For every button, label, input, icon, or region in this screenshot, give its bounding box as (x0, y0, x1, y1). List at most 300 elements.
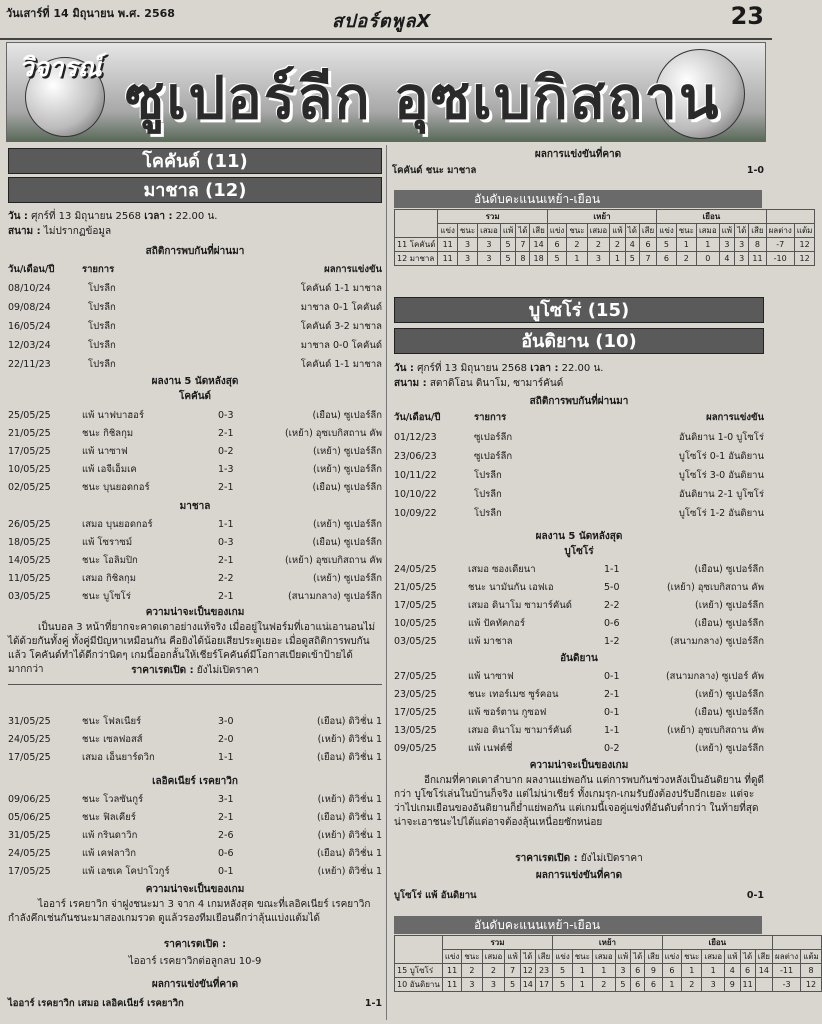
match-date: 21/05/25 (8, 428, 51, 439)
match-venue-competition: (เหย้า) อุซเบกิสถาน คัพ (666, 725, 764, 736)
match-score: 2-6 (218, 830, 234, 841)
analysis-text-3: ไออาร์ เรคยาวิก จ่าฝูงชนะมา 3 จาก 4 เกมหลังสุด ขณะที่เลอิคเนียร์ เรคยาวิกกำลังคึกเช่นกันชนะมาสองเกมรวด ดูแล้วรองทีมเยือนดีกว่าลุ้นแบ่งแต้มได้ (8, 899, 371, 924)
column-header: ชนะ (676, 224, 696, 238)
column-header: ได้ (735, 224, 749, 238)
standings-cell: 1 (567, 252, 587, 266)
match-datetime: วัน : ศุกร์ที่ 13 มิถุนายน 2568 เวลา : 22.00 น. (8, 211, 218, 222)
away-team-bar-2: อันดิยาน (10) (394, 328, 764, 354)
standings-cell: 1 (662, 978, 682, 992)
standings-cell: 7 (516, 238, 530, 252)
column-header: เสมอ (587, 224, 610, 238)
match-date: 03/05/25 (8, 591, 51, 602)
standings-cell: 3 (457, 238, 477, 252)
team-col-header (395, 936, 443, 964)
match-venue: สนาม : ไม่ปรากฏข้อมูล (8, 226, 112, 237)
match-outcome: ชนะ โฟลเนียร์ (82, 716, 142, 727)
form-row (8, 480, 382, 495)
standings-cell: 9 (645, 964, 662, 978)
form-row (8, 810, 382, 825)
match-result: อันดิยาน 1-0 บูโซโร่ (678, 432, 764, 443)
match-date: 17/05/25 (8, 752, 51, 763)
standings-cell: -10 (766, 252, 794, 266)
match-result: บูโซโร่ 0-1 อันดิยาน (678, 451, 764, 462)
match-date: 17/05/25 (8, 866, 51, 877)
match-score: 3-0 (218, 716, 234, 727)
form-row (8, 408, 382, 423)
standings-cell: 2 (567, 238, 587, 252)
standings-cell: 11 (438, 238, 458, 252)
away-form-team: มาชาล (179, 501, 211, 512)
match-date: 24/05/25 (8, 734, 51, 745)
standings-cell: 9 (725, 978, 740, 992)
match-date: 14/05/25 (8, 555, 51, 566)
match-venue-competition: (เหย้า) ซูเปอร์ลีก (313, 464, 382, 475)
match-venue-competition: (เยือน) ซูเปอร์ลีก (312, 537, 382, 548)
match-date: 24/05/25 (8, 848, 51, 859)
match-outcome: แพ้ เอจีเอ็มเค (82, 464, 137, 475)
column-divider (386, 145, 387, 1020)
analysis-text: เป็นบอล 3 หน้าที่ยากจะคาดเดาอย่างแท้จริง เมื่ออยู่ในฟอร์มที่เอาแน่เอานอนไม่ได้ด้วยกันทั้งคู่ ทั้งคู่มีปัญหาเหมือนกัน คือยิงได้น้อยเสียประตูเยอะ เมื่อดูสถิติการพบกันแล้ว โคคันด์ทำได้ดีกว่านิดๆ เกมนี้ออกลั้นให้เชียร์โคคันด์มีโอกาสเบียดเข้าป้ายได้มากกว่า (8, 622, 376, 675)
match-result: โคคันด์ 1-1 มาชาล (300, 359, 382, 370)
standings-cell: 5 (500, 252, 515, 266)
standings-cell: 11 (442, 964, 462, 978)
form-row (394, 616, 764, 631)
h2h-row (8, 319, 382, 334)
column-header: แข่ง (657, 224, 677, 238)
form-title-2: ผลงาน 5 นัดหลังสุด (535, 531, 623, 542)
match-date: 10/05/25 (8, 464, 51, 475)
standings-cell: 2 (682, 978, 702, 992)
form-row (8, 750, 382, 765)
match-score: 2-1 (218, 428, 234, 439)
standings-cell: 3 (719, 238, 734, 252)
standings-cell: 5 (553, 978, 573, 992)
h2h-row (8, 338, 382, 353)
analysis-text-2: อีกเกมที่คาดเดาลำบาก ผลงานแย่พอกัน แต่การพบกันช่วงหลังเป็นอันดิยาน ที่ดูดีกว่า บูโซโร่เล่นในบ้านก็จริง แต่ไม่น่าเชียร์ ทั้งเกมรุก-เกมรับยังต้องปรับอีกเยอะ แต่จะว่าไปเกมเยือนของอันดิยานก็ย่ำแย่พอกัน แต่เกมนี้เจอคู่แข่งที่อันดับต่ำกว่า ในท้ายที่สุดน่าจะเอาชนะไปได้แต่อาจต้องลุ้นเหนื่อยซักหน่อย (394, 775, 764, 828)
match-venue-2: สนาม : สตาดิโอน ดินาโม, ซามาร์คันด์ (394, 378, 564, 389)
standings-cell: 6 (740, 964, 755, 978)
column-header: เสมอ (702, 950, 725, 964)
odds-label-3: ราคาเรตเปิด : (163, 939, 227, 950)
match-venue-competition: (เหย้า) ซูเปอร์ลีก (695, 600, 764, 611)
match-outcome: แพ้ นาฟบาฮอร์ (82, 410, 144, 421)
match-outcome: ชนะ โอลิมปิก (82, 555, 138, 566)
standings-cell: 2 (462, 964, 482, 978)
match-outcome: เสมอ ดินาโม ซามาร์คันด์ (468, 725, 572, 736)
standings-cell: 5 (547, 252, 567, 266)
standings-cell: 3 (735, 252, 749, 266)
match-date: 22/11/23 (8, 359, 51, 370)
standings-cell: 11 (749, 252, 766, 266)
match-date: 21/05/25 (394, 582, 437, 593)
standings-cell: 12 (794, 252, 815, 266)
standings-row (395, 252, 815, 266)
match-date: 10/09/22 (394, 508, 437, 519)
h2h-row (8, 281, 382, 296)
column-header: แข่ง (547, 224, 567, 238)
standings-cell: 17 (535, 978, 552, 992)
standings-row (395, 978, 822, 992)
form-row (8, 864, 382, 879)
column-header: เสมอ (592, 950, 615, 964)
issue-date: วันเสาร์ที่ 14 มิถุนายน พ.ศ. 2568 (6, 7, 175, 20)
match-outcome: เสมอ ดินาโม ซามาร์คันด์ (468, 600, 572, 611)
standings-cell: 15 บูโซโร่ (395, 964, 443, 978)
match-datetime-2: วัน : ศุกร์ที่ 13 มิถุนายน 2568 เวลา : 22.00 น. (394, 363, 604, 374)
standings-cell: 14 (755, 964, 772, 978)
analysis-title: ความน่าจะเป็นของเกม (145, 607, 245, 618)
match-venue-competition: (เยือน) ดิวิชั่น 1 (317, 716, 382, 727)
standings-cell: 3 (702, 978, 725, 992)
group-header: เยือน (657, 210, 766, 224)
away-form-team-2: อันดิยาน (560, 653, 598, 664)
competition: โปรลีก (474, 470, 502, 481)
competition: โปรลีก (88, 302, 116, 313)
column-header: เสมอ (482, 950, 505, 964)
publication-logo: สปอร์ตพูลX (332, 11, 432, 32)
column-header: เสีย (639, 224, 656, 238)
standings-cell: 7 (505, 964, 520, 978)
match-outcome: ชนะ กิชิลกุม (82, 428, 134, 439)
match-venue-competition: (เหย้า) ซูเปอร์ลีก (695, 743, 764, 754)
match-result: มาชาล 0-0 โคคันด์ (300, 340, 382, 351)
h2h-row (394, 468, 764, 483)
match-venue-competition: (เยือน) ซูเปอร์ลีก (694, 618, 764, 629)
match-score: 0-1 (604, 707, 620, 718)
column-header: ผลต่าง (766, 224, 794, 238)
column-header: ได้ (625, 224, 639, 238)
match-score: 1-1 (218, 752, 234, 763)
extra-header (766, 210, 815, 224)
match-score: 2-1 (218, 555, 234, 566)
match-score: 2-1 (604, 689, 620, 700)
standings-cell: 5 (505, 978, 520, 992)
column-header: เสีย (755, 950, 772, 964)
match-score: 0-6 (218, 848, 234, 859)
form-row (8, 714, 382, 729)
group-header: รวม (438, 210, 547, 224)
match-outcome: ชนะ นามันกัน เอฟเอ (468, 582, 554, 593)
match-score: 2-2 (604, 600, 620, 611)
standings-cell: 11 (442, 978, 462, 992)
form-row (8, 846, 382, 861)
standings-cell: 11 (740, 978, 755, 992)
column-header: ได้ (631, 950, 645, 964)
column-header: ผลต่าง (773, 950, 801, 964)
column-header: แข่ง (553, 950, 573, 964)
match-venue-competition: (เหย้า) อุซเบกิสถาน คัพ (284, 555, 382, 566)
h2h-row (8, 357, 382, 372)
standings-cell: 4 (719, 252, 734, 266)
match-score: 1-1 (604, 725, 620, 736)
h2h-row (394, 430, 764, 445)
form-row (8, 732, 382, 747)
form-row (8, 571, 382, 586)
h2h-row (394, 506, 764, 521)
standings-cell: 1 (572, 964, 592, 978)
odds-value-3: ไออาร์ เรคยาวิกต่อลูกลบ 10-9 (128, 956, 262, 967)
form-row (394, 634, 764, 649)
match-venue-competition: (เยือน) ซูเปอร์ลีก (694, 564, 764, 575)
page-number: 23 (730, 2, 764, 30)
match-venue-competition: (เหย้า) ซูเปอร์ลีก (313, 573, 382, 584)
match-outcome: เสมอ กิชิลกุม (82, 573, 137, 584)
match-date: 09/05/25 (394, 743, 437, 754)
standings-cell (755, 978, 772, 992)
column-header: แพ้ (615, 950, 630, 964)
match-venue-competition: (เยือน) ซูเปอร์ลีก (694, 707, 764, 718)
match-date: 16/05/24 (8, 321, 51, 332)
column-header: ชนะ (457, 224, 477, 238)
match-score: 2-1 (218, 591, 234, 602)
column-header: เสมอ (478, 224, 501, 238)
standings-table-2 (394, 935, 822, 992)
extra-header (773, 936, 822, 950)
standings-cell: 6 (631, 964, 645, 978)
h2h-row (394, 449, 764, 464)
column-header: ได้ (740, 950, 755, 964)
match-date: 18/05/25 (8, 537, 51, 548)
column-header: แข่ง (662, 950, 682, 964)
match-score: 1-1 (604, 564, 620, 575)
match-venue-competition: (สนามกลาง) ซูเปอร์ลีก (288, 591, 382, 602)
match-score: 2-1 (218, 812, 234, 823)
standings-cell: 2 (587, 238, 610, 252)
standings-cell: 2 (592, 978, 615, 992)
match-date: 31/05/25 (8, 716, 51, 727)
column-header: แพ้ (610, 224, 625, 238)
column-header: ชนะ (462, 950, 482, 964)
match-outcome: แพ้ เนฟต์ชี่ (468, 743, 513, 754)
predict-row-3: ไออาร์ เรคยาวิก เสมอ เลอิคเนียร์ เรคยาวิก 1-1 (8, 998, 382, 1009)
standings-cell: 14 (520, 978, 535, 992)
column-header: แพ้ (719, 224, 734, 238)
match-date: 24/05/25 (394, 564, 437, 575)
form-row (394, 580, 764, 595)
column-header: เสีย (530, 224, 547, 238)
standings-cell: -7 (766, 238, 794, 252)
match-score: 2-2 (218, 573, 234, 584)
match-outcome: ชนะ โวลซันกูร์ (82, 794, 144, 805)
competition: ซูเปอร์ลีก (474, 432, 513, 443)
match-venue-competition: (เยือน) ซูเปอร์ลีก (312, 410, 382, 421)
match-venue-competition: (เยือน) ดิวิชั่น 1 (317, 752, 382, 763)
standings-cell: 5 (500, 238, 515, 252)
group-header: เยือน (662, 936, 772, 950)
match-score: 1-2 (604, 636, 620, 647)
form-row (8, 589, 382, 604)
predict-title-2: ผลการแข่งขันที่คาด (535, 870, 623, 881)
standings-cell: 3 (478, 252, 501, 266)
form-row (8, 444, 382, 459)
match-score: 0-2 (604, 743, 620, 754)
match-score: 1-3 (218, 464, 234, 475)
match-date: 01/12/23 (394, 432, 437, 443)
competition: โปรลีก (88, 321, 116, 332)
match-score: 1-1 (218, 519, 234, 530)
column-header: ได้ (520, 950, 535, 964)
standings-cell: 2 (482, 964, 505, 978)
standings-cell: 8 (749, 238, 766, 252)
analysis-title-3: ความน่าจะเป็นของเกม (145, 884, 245, 895)
column-header: เสีย (645, 950, 662, 964)
match-date: 10/10/22 (394, 489, 437, 500)
match-score: 3-1 (218, 794, 234, 805)
column-header: แต้ม (794, 224, 815, 238)
column-header: ชนะ (567, 224, 587, 238)
standings-cell: 4 (625, 238, 639, 252)
match-venue-competition: (เหย้า) ดิวิชั่น 1 (317, 734, 382, 745)
standings-cell: 12 มาชาล (395, 252, 438, 266)
match-venue-competition: (เยือน) ดิวิชั่น 1 (317, 848, 382, 859)
h2h-row (394, 487, 764, 502)
match-date: 09/08/24 (8, 302, 51, 313)
match-score: 0-2 (218, 446, 234, 457)
match-score: 5-0 (604, 582, 620, 593)
column-header: เสีย (535, 950, 552, 964)
match-venue-competition: (เหย้า) อุซเบกิสถาน คัพ (284, 428, 382, 439)
match-venue-competition: (เหย้า) ดิวิชั่น 1 (317, 866, 382, 877)
standings-cell: 3 (615, 964, 630, 978)
form-row (394, 669, 764, 684)
standings-cell: 3 (735, 238, 749, 252)
match-date: 23/06/23 (394, 451, 437, 462)
banner-kicker: วิจารณ์ (19, 53, 102, 83)
match-outcome: แพ้ โซราซม์ (82, 537, 133, 548)
match-date: 11/05/25 (8, 573, 51, 584)
match-date: 02/05/25 (8, 482, 51, 493)
standings-row (395, 238, 815, 252)
match-outcome: ชนะ เทอร์เมซ ซูร์คอน (468, 689, 559, 700)
match-date: 27/05/25 (394, 671, 437, 682)
standings-cell: 1 (682, 964, 702, 978)
standings-title-2: อันดับคะแนนเหย้า-เยือน (394, 916, 762, 934)
team-b-name: เลอิคเนียร์ เรคยาวิก (152, 776, 238, 787)
form-row (8, 553, 382, 568)
standings-cell: 10 อันดิยาน (395, 978, 443, 992)
competition: โปรลีก (474, 489, 502, 500)
standings-cell: 0 (696, 252, 719, 266)
match-date: 17/05/25 (394, 707, 437, 718)
match-outcome: เสมอ เอ็นยาร์ดวิก (82, 752, 155, 763)
column-header: ชนะ (572, 950, 592, 964)
standings-cell: 2 (610, 238, 625, 252)
predict-row: โคคันด์ ชนะ มาชาล 1-0 (392, 165, 764, 176)
standings-cell: 14 (530, 238, 547, 252)
form-title: ผลงาน 5 นัดหลังสุด (151, 376, 239, 387)
standings-cell: 3 (478, 238, 501, 252)
form-row (8, 462, 382, 477)
match-date: 25/05/25 (8, 410, 51, 421)
match-date: 23/05/25 (394, 689, 437, 700)
standings-cell: 6 (657, 252, 677, 266)
match-outcome: เสมอ บุนยอดกอร์ (82, 519, 153, 530)
standings-cell: 2 (676, 252, 696, 266)
h2h-header-2: วัน/เดือน/ปี รายการ ผลการแข่งขัน (394, 412, 764, 423)
page-header (0, 0, 772, 40)
column-header: เสมอ (696, 224, 719, 238)
match-outcome: เสมอ ซองเดียนา (468, 564, 536, 575)
h2h-title-2: สถิติการพบกันที่ผ่านมา (529, 396, 629, 407)
standings-cell: 6 (662, 964, 682, 978)
form-row (394, 705, 764, 720)
match-result: โคคันด์ 3-2 มาชาล (300, 321, 382, 332)
standings-cell: 6 (645, 978, 662, 992)
match-result: บูโซโร่ 3-0 อันดิยาน (678, 470, 764, 481)
form-row (8, 535, 382, 550)
match-score: 2-0 (218, 734, 234, 745)
group-header: รวม (442, 936, 552, 950)
standings-cell: 3 (457, 252, 477, 266)
match-date: 10/11/22 (394, 470, 437, 481)
away-team-bar: มาชาล (12) (8, 177, 382, 203)
standings-cell: 6 (631, 978, 645, 992)
form-row (8, 426, 382, 441)
form-row (8, 792, 382, 807)
match-score: 0-6 (604, 618, 620, 629)
standings-cell: -3 (773, 978, 801, 992)
match-outcome: แพ้ นาซาฟ (468, 671, 514, 682)
match-date: 17/05/25 (394, 600, 437, 611)
group-header: เหย้า (547, 210, 656, 224)
match-date: 17/05/25 (8, 446, 51, 457)
match-score: 0-3 (218, 410, 234, 421)
match-venue-competition: (เหย้า) ดิวิชั่น 1 (317, 830, 382, 841)
match-date: 12/03/24 (8, 340, 51, 351)
match-venue-competition: (เยือน) ซูเปอร์ลีก (312, 482, 382, 493)
match-venue-competition: (เหย้า) ซูเปอร์ลีก (313, 519, 382, 530)
match-date: 31/05/25 (8, 830, 51, 841)
match-result: บูโซโร่ 1-2 อันดิยาน (678, 508, 764, 519)
section-banner (6, 42, 766, 142)
column-header: ได้ (516, 224, 530, 238)
standings-title: อันดับคะแนนเหย้า-เยือน (394, 190, 762, 208)
match-result: มาชาล 0-1 โคคันด์ (300, 302, 382, 313)
match-date: 09/06/25 (8, 794, 51, 805)
standings-cell: 4 (725, 964, 740, 978)
match-score: 2-1 (218, 482, 234, 493)
standings-cell: 12 (794, 238, 815, 252)
standings-cell: 23 (535, 964, 552, 978)
match-score: 0-1 (218, 866, 234, 877)
form-row (394, 741, 764, 756)
match-venue-competition: (เหย้า) ดิวิชั่น 1 (317, 794, 382, 805)
home-team-bar-2: บูโซโร่ (15) (394, 297, 764, 323)
standings-cell: 3 (587, 252, 610, 266)
match-outcome: แพ้ มาชาล (468, 636, 513, 647)
standings-cell: 12 (801, 978, 822, 992)
h2h-title: สถิติการพบกันที่ผ่านมา (145, 246, 245, 257)
standings-cell: 1 (572, 978, 592, 992)
standings-cell: 12 (520, 964, 535, 978)
form-row (394, 562, 764, 577)
match-date: 13/05/25 (394, 725, 437, 736)
column-header: แพ้ (500, 224, 515, 238)
match-outcome: ชนะ ฟิลเคียร์ (82, 812, 136, 823)
standings-cell: 1 (702, 964, 725, 978)
match-venue-competition: (เยือน) ดิวิชั่น 1 (317, 812, 382, 823)
match-date: 08/10/24 (8, 283, 51, 294)
standings-cell: 1 (696, 238, 719, 252)
standings-cell: 5 (625, 252, 639, 266)
column-header: แต้ม (801, 950, 822, 964)
standings-cell: 11 (438, 252, 458, 266)
match-outcome: ชนะ บูโซโร่ (82, 591, 131, 602)
match-outcome: แพ้ ปัคทัคกอร์ (468, 618, 525, 629)
match-venue-competition: (สนามกลาง) ซูเปอร์ คัพ (665, 671, 764, 682)
home-team-bar: โคคันด์ (11) (8, 148, 382, 174)
match-outcome: แพ้ เคฟลาวิก (82, 848, 136, 859)
